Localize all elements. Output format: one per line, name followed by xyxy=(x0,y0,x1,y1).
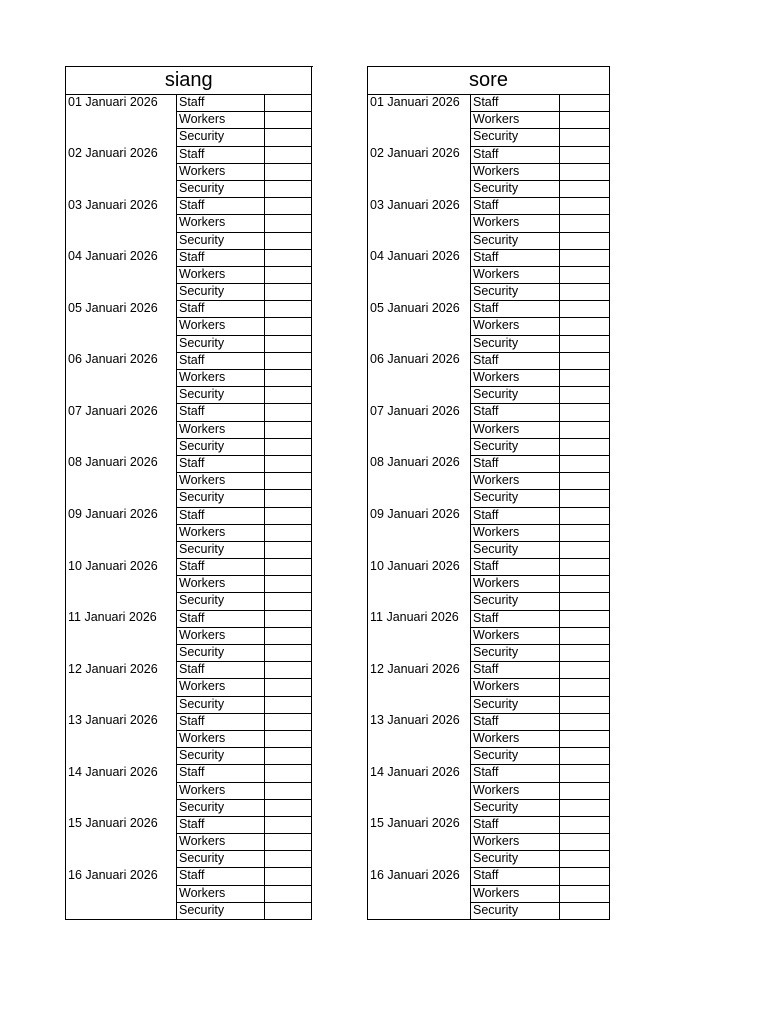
sore-role-cell[interactable]: Staff xyxy=(471,455,560,472)
siang-role-cell[interactable]: Staff xyxy=(177,455,265,472)
sore-date-cell[interactable]: 14 Januari 2026 xyxy=(368,765,471,817)
siang-role-cell[interactable]: Workers xyxy=(177,782,265,799)
siang-value-cell[interactable] xyxy=(265,473,312,490)
sore-row xyxy=(368,404,610,421)
sore-role-cell[interactable]: Security xyxy=(471,902,560,919)
sore-value-cell[interactable] xyxy=(560,455,610,472)
siang-date-cell[interactable]: 10 Januari 2026 xyxy=(66,559,177,611)
siang-date-cell[interactable]: 12 Januari 2026 xyxy=(66,662,177,714)
sore-body xyxy=(368,95,610,920)
siang-role-cell[interactable]: Staff xyxy=(177,301,265,318)
siang-role-cell[interactable]: Workers xyxy=(177,421,265,438)
siang-role-cell[interactable]: Security xyxy=(177,490,265,507)
sore-role-cell[interactable]: Workers xyxy=(471,266,560,283)
sore-value-cell[interactable] xyxy=(560,129,610,146)
sore-role-cell[interactable]: Security xyxy=(471,284,560,301)
siang-date-cell[interactable]: 13 Januari 2026 xyxy=(66,713,177,765)
siang-value-cell[interactable] xyxy=(265,679,312,696)
sore-value-cell[interactable] xyxy=(560,541,610,558)
sore-date-cell[interactable]: 06 Januari 2026 xyxy=(368,352,471,404)
sore-value-cell[interactable] xyxy=(560,146,610,163)
sore-value-cell[interactable] xyxy=(560,713,610,730)
siang-value-cell[interactable] xyxy=(265,438,312,455)
siang-row xyxy=(66,95,312,112)
sore-role-cell[interactable]: Workers xyxy=(471,679,560,696)
siang-role-cell[interactable]: Security xyxy=(177,645,265,662)
sore-value-cell[interactable] xyxy=(560,593,610,610)
sore-role-cell[interactable]: Staff xyxy=(471,249,560,266)
siang-value-cell[interactable] xyxy=(265,421,312,438)
siang-row xyxy=(66,559,312,576)
sore-role-cell[interactable]: Staff xyxy=(471,713,560,730)
siang-value-cell[interactable] xyxy=(265,576,312,593)
siang-value-cell[interactable] xyxy=(265,507,312,524)
sore-role-cell[interactable]: Staff xyxy=(471,404,560,421)
sore-value-cell[interactable] xyxy=(560,627,610,644)
siang-row xyxy=(66,507,312,524)
siang-value-cell[interactable] xyxy=(265,180,312,197)
siang-date-cell[interactable]: 14 Januari 2026 xyxy=(66,765,177,817)
siang-value-cell[interactable] xyxy=(265,232,312,249)
sore-date-cell[interactable]: 10 Januari 2026 xyxy=(368,559,471,611)
sore-date-cell[interactable]: 03 Januari 2026 xyxy=(368,198,471,250)
sore-value-cell[interactable] xyxy=(560,748,610,765)
sore-value-cell[interactable] xyxy=(560,662,610,679)
sore-table xyxy=(367,66,610,920)
siang-value-cell[interactable] xyxy=(265,834,312,851)
siang-date-cell[interactable]: 06 Januari 2026 xyxy=(66,352,177,404)
siang-row xyxy=(66,249,312,266)
sore-role-cell[interactable]: Workers xyxy=(471,782,560,799)
siang-role-cell[interactable]: Workers xyxy=(177,834,265,851)
siang-role-cell[interactable]: Staff xyxy=(177,868,265,885)
siang-value-cell[interactable] xyxy=(265,95,312,112)
sore-date-cell[interactable]: 13 Januari 2026 xyxy=(368,713,471,765)
sore-value-cell[interactable] xyxy=(560,284,610,301)
sore-role-cell[interactable]: Workers xyxy=(471,421,560,438)
siang-value-cell[interactable] xyxy=(265,541,312,558)
siang-value-cell[interactable] xyxy=(265,198,312,215)
siang-role-cell[interactable]: Staff xyxy=(177,507,265,524)
sore-row xyxy=(368,610,610,627)
siang-row xyxy=(66,816,312,833)
siang-value-cell[interactable] xyxy=(265,662,312,679)
sore-role-cell[interactable]: Workers xyxy=(471,370,560,387)
siang-value-cell[interactable] xyxy=(265,765,312,782)
siang-role-cell[interactable]: Workers xyxy=(177,679,265,696)
siang-value-cell[interactable] xyxy=(265,851,312,868)
siang-role-cell[interactable]: Staff xyxy=(177,816,265,833)
siang-role-cell[interactable]: Security xyxy=(177,232,265,249)
sore-role-cell[interactable]: Security xyxy=(471,387,560,404)
sore-row xyxy=(368,662,610,679)
sore-role-cell[interactable]: Workers xyxy=(471,318,560,335)
sore-value-cell[interactable] xyxy=(560,438,610,455)
siang-role-cell[interactable]: Security xyxy=(177,129,265,146)
sore-role-cell[interactable]: Workers xyxy=(471,730,560,747)
siang-row xyxy=(66,868,312,885)
sore-role-cell[interactable]: Security xyxy=(471,232,560,249)
siang-role-cell[interactable]: Security xyxy=(177,902,265,919)
sore-date-cell[interactable]: 01 Januari 2026 xyxy=(368,95,471,147)
sore-role-cell[interactable]: Security xyxy=(471,541,560,558)
siang-role-cell[interactable]: Workers xyxy=(177,524,265,541)
siang-value-cell[interactable] xyxy=(265,782,312,799)
siang-value-cell[interactable] xyxy=(265,370,312,387)
sore-role-cell[interactable]: Staff xyxy=(471,507,560,524)
sore-row xyxy=(368,352,610,369)
siang-role-cell[interactable]: Security xyxy=(177,438,265,455)
siang-value-cell[interactable] xyxy=(265,215,312,232)
siang-value-cell[interactable] xyxy=(265,627,312,644)
sore-value-cell[interactable] xyxy=(560,249,610,266)
siang-value-cell[interactable] xyxy=(265,266,312,283)
sore-role-cell[interactable]: Workers xyxy=(471,576,560,593)
siang-role-cell[interactable]: Staff xyxy=(177,146,265,163)
siang-role-cell[interactable]: Workers xyxy=(177,885,265,902)
sore-row xyxy=(368,455,610,472)
sore-value-cell[interactable] xyxy=(560,507,610,524)
siang-value-cell[interactable] xyxy=(265,524,312,541)
siang-value-cell[interactable] xyxy=(265,730,312,747)
sore-value-cell[interactable] xyxy=(560,370,610,387)
sore-value-cell[interactable] xyxy=(560,868,610,885)
siang-value-cell[interactable] xyxy=(265,593,312,610)
siang-value-cell[interactable] xyxy=(265,799,312,816)
sore-value-cell[interactable] xyxy=(560,404,610,421)
sore-row xyxy=(368,198,610,215)
sore-date-cell[interactable]: 15 Januari 2026 xyxy=(368,816,471,868)
sore-value-cell[interactable] xyxy=(560,301,610,318)
sore-value-cell[interactable] xyxy=(560,559,610,576)
siang-value-cell[interactable] xyxy=(265,902,312,919)
siang-value-cell[interactable] xyxy=(265,748,312,765)
sore-role-cell[interactable]: Security xyxy=(471,696,560,713)
sore-role-cell[interactable]: Workers xyxy=(471,473,560,490)
sore-row xyxy=(368,507,610,524)
siang-body xyxy=(66,95,312,920)
sore-role-cell[interactable]: Staff xyxy=(471,301,560,318)
sore-row xyxy=(368,301,610,318)
sore-role-cell[interactable]: Security xyxy=(471,180,560,197)
sore-value-cell[interactable] xyxy=(560,335,610,352)
sore-row xyxy=(368,249,610,266)
sore-value-cell[interactable] xyxy=(560,679,610,696)
siang-role-cell[interactable]: Staff xyxy=(177,559,265,576)
siang-value-cell[interactable] xyxy=(265,146,312,163)
siang-role-cell[interactable]: Workers xyxy=(177,576,265,593)
siang-row xyxy=(66,713,312,730)
siang-value-cell[interactable] xyxy=(265,352,312,369)
sore-date-cell[interactable]: 09 Januari 2026 xyxy=(368,507,471,559)
siang-row xyxy=(66,662,312,679)
sore-row xyxy=(368,146,610,163)
sore-value-cell[interactable] xyxy=(560,318,610,335)
sore-role-cell[interactable]: Security xyxy=(471,129,560,146)
siang-role-cell[interactable]: Staff xyxy=(177,662,265,679)
sore-value-cell[interactable] xyxy=(560,902,610,919)
siang-value-cell[interactable] xyxy=(265,559,312,576)
siang-value-cell[interactable] xyxy=(265,713,312,730)
sore-date-cell[interactable]: 02 Januari 2026 xyxy=(368,146,471,198)
siang-value-cell[interactable] xyxy=(265,645,312,662)
siang-role-cell[interactable]: Workers xyxy=(177,266,265,283)
siang-value-cell[interactable] xyxy=(265,335,312,352)
sore-value-cell[interactable] xyxy=(560,799,610,816)
sore-date-cell[interactable]: 11 Januari 2026 xyxy=(368,610,471,662)
sore-role-cell[interactable]: Security xyxy=(471,490,560,507)
siang-value-cell[interactable] xyxy=(265,868,312,885)
sore-value-cell[interactable] xyxy=(560,387,610,404)
sore-row xyxy=(368,559,610,576)
siang-role-cell[interactable]: Security xyxy=(177,284,265,301)
siang-value-cell[interactable] xyxy=(265,696,312,713)
sore-row xyxy=(368,816,610,833)
sore-row xyxy=(368,868,610,885)
siang-row xyxy=(66,146,312,163)
sore-role-cell[interactable]: Security xyxy=(471,438,560,455)
sore-role-cell[interactable]: Workers xyxy=(471,215,560,232)
sore-value-cell[interactable] xyxy=(560,421,610,438)
siang-date-cell[interactable]: 07 Januari 2026 xyxy=(66,404,177,456)
sore-title: sore xyxy=(368,67,610,95)
sore-role-cell[interactable]: Security xyxy=(471,799,560,816)
sore-row xyxy=(368,95,610,112)
siang-role-cell[interactable]: Security xyxy=(177,335,265,352)
sore-value-cell[interactable] xyxy=(560,215,610,232)
siang-role-cell[interactable]: Security xyxy=(177,180,265,197)
siang-role-cell[interactable]: Staff xyxy=(177,249,265,266)
sore-role-cell[interactable]: Staff xyxy=(471,765,560,782)
sore-role-cell[interactable]: Security xyxy=(471,748,560,765)
siang-value-cell[interactable] xyxy=(265,387,312,404)
sore-value-cell[interactable] xyxy=(560,576,610,593)
sore-value-cell[interactable] xyxy=(560,645,610,662)
sore-role-cell[interactable]: Workers xyxy=(471,885,560,902)
sore-value-cell[interactable] xyxy=(560,95,610,112)
siang-value-cell[interactable] xyxy=(265,284,312,301)
siang-row xyxy=(66,301,312,318)
sore-value-cell[interactable] xyxy=(560,163,610,180)
siang-role-cell[interactable]: Security xyxy=(177,696,265,713)
siang-role-cell[interactable]: Staff xyxy=(177,610,265,627)
siang-value-cell[interactable] xyxy=(265,490,312,507)
sore-value-cell[interactable] xyxy=(560,610,610,627)
sore-row xyxy=(368,765,610,782)
sore-role-cell[interactable]: Security xyxy=(471,335,560,352)
siang-date-cell[interactable]: 05 Januari 2026 xyxy=(66,301,177,353)
siang-role-cell[interactable]: Staff xyxy=(177,404,265,421)
siang-value-cell[interactable] xyxy=(265,404,312,421)
siang-role-cell[interactable]: Workers xyxy=(177,112,265,129)
siang-row xyxy=(66,404,312,421)
siang-date-cell[interactable]: 03 Januari 2026 xyxy=(66,198,177,250)
sore-role-cell[interactable]: Security xyxy=(471,645,560,662)
siang-row xyxy=(66,455,312,472)
sore-date-cell[interactable]: 07 Januari 2026 xyxy=(368,404,471,456)
siang-row xyxy=(66,610,312,627)
siang-role-cell[interactable]: Staff xyxy=(177,765,265,782)
siang-value-cell[interactable] xyxy=(265,885,312,902)
sore-date-cell[interactable]: 05 Januari 2026 xyxy=(368,301,471,353)
sore-role-cell[interactable]: Staff xyxy=(471,198,560,215)
siang-date-cell[interactable]: 11 Januari 2026 xyxy=(66,610,177,662)
siang-role-cell[interactable]: Staff xyxy=(177,198,265,215)
siang-value-cell[interactable] xyxy=(265,112,312,129)
siang-date-cell[interactable]: 15 Januari 2026 xyxy=(66,816,177,868)
sore-value-cell[interactable] xyxy=(560,198,610,215)
siang-role-cell[interactable]: Staff xyxy=(177,352,265,369)
sore-value-cell[interactable] xyxy=(560,730,610,747)
sore-role-cell[interactable]: Staff xyxy=(471,662,560,679)
siang-role-cell[interactable]: Workers xyxy=(177,318,265,335)
sore-value-cell[interactable] xyxy=(560,851,610,868)
sore-date-cell[interactable]: 08 Januari 2026 xyxy=(368,455,471,507)
sore-value-cell[interactable] xyxy=(560,112,610,129)
sore-value-cell[interactable] xyxy=(560,834,610,851)
sore-role-cell[interactable]: Security xyxy=(471,851,560,868)
siang-date-cell[interactable]: 04 Januari 2026 xyxy=(66,249,177,301)
sore-role-cell[interactable]: Staff xyxy=(471,610,560,627)
sore-role-cell[interactable]: Workers xyxy=(471,627,560,644)
siang-value-cell[interactable] xyxy=(265,610,312,627)
sore-value-cell[interactable] xyxy=(560,524,610,541)
siang-value-cell[interactable] xyxy=(265,318,312,335)
sore-value-cell[interactable] xyxy=(560,180,610,197)
siang-role-cell[interactable]: Workers xyxy=(177,163,265,180)
sore-role-cell[interactable]: Staff xyxy=(471,352,560,369)
sore-value-cell[interactable] xyxy=(560,885,610,902)
sore-role-cell[interactable]: Staff xyxy=(471,95,560,112)
siang-role-cell[interactable]: Workers xyxy=(177,627,265,644)
sore-date-cell[interactable]: 12 Januari 2026 xyxy=(368,662,471,714)
sore-date-cell[interactable]: 16 Januari 2026 xyxy=(368,868,471,920)
siang-role-cell[interactable]: Security xyxy=(177,593,265,610)
sore-value-cell[interactable] xyxy=(560,490,610,507)
sore-date-cell[interactable]: 04 Januari 2026 xyxy=(368,249,471,301)
siang-value-cell[interactable] xyxy=(265,163,312,180)
siang-role-cell[interactable]: Security xyxy=(177,851,265,868)
siang-role-cell[interactable]: Workers xyxy=(177,215,265,232)
sore-role-cell[interactable]: Staff xyxy=(471,816,560,833)
siang-row xyxy=(66,198,312,215)
siang-value-cell[interactable] xyxy=(265,455,312,472)
sore-role-cell[interactable]: Staff xyxy=(471,868,560,885)
siang-row xyxy=(66,765,312,782)
siang-value-cell[interactable] xyxy=(265,129,312,146)
siang-role-cell[interactable]: Staff xyxy=(177,713,265,730)
siang-date-cell[interactable]: 08 Januari 2026 xyxy=(66,455,177,507)
sore-row xyxy=(368,713,610,730)
siang-table xyxy=(65,66,312,920)
sore-value-cell[interactable] xyxy=(560,232,610,249)
siang-role-cell[interactable]: Workers xyxy=(177,730,265,747)
siang-role-cell[interactable]: Workers xyxy=(177,473,265,490)
sore-role-cell[interactable]: Staff xyxy=(471,559,560,576)
sore-value-cell[interactable] xyxy=(560,473,610,490)
sore-role-cell[interactable]: Workers xyxy=(471,112,560,129)
siang-role-cell[interactable]: Security xyxy=(177,541,265,558)
sore-value-cell[interactable] xyxy=(560,765,610,782)
sore-role-cell[interactable]: Security xyxy=(471,593,560,610)
siang-title: siang xyxy=(66,67,312,95)
siang-date-cell[interactable]: 02 Januari 2026 xyxy=(66,146,177,198)
siang-role-cell[interactable]: Security xyxy=(177,748,265,765)
siang-value-cell[interactable] xyxy=(265,249,312,266)
siang-role-cell[interactable]: Staff xyxy=(177,95,265,112)
sore-value-cell[interactable] xyxy=(560,696,610,713)
siang-role-cell[interactable]: Security xyxy=(177,799,265,816)
siang-row xyxy=(66,352,312,369)
sore-role-cell[interactable]: Workers xyxy=(471,163,560,180)
sore-value-cell[interactable] xyxy=(560,266,610,283)
sore-value-cell[interactable] xyxy=(560,816,610,833)
sore-role-cell[interactable]: Staff xyxy=(471,146,560,163)
siang-value-cell[interactable] xyxy=(265,816,312,833)
siang-date-cell[interactable]: 16 Januari 2026 xyxy=(66,868,177,920)
sore-value-cell[interactable] xyxy=(560,782,610,799)
siang-date-cell[interactable]: 09 Januari 2026 xyxy=(66,507,177,559)
sore-role-cell[interactable]: Workers xyxy=(471,834,560,851)
siang-role-cell[interactable]: Workers xyxy=(177,370,265,387)
sore-role-cell[interactable]: Workers xyxy=(471,524,560,541)
siang-value-cell[interactable] xyxy=(265,301,312,318)
sore-value-cell[interactable] xyxy=(560,352,610,369)
siang-date-cell[interactable]: 01 Januari 2026 xyxy=(66,95,177,147)
siang-role-cell[interactable]: Security xyxy=(177,387,265,404)
